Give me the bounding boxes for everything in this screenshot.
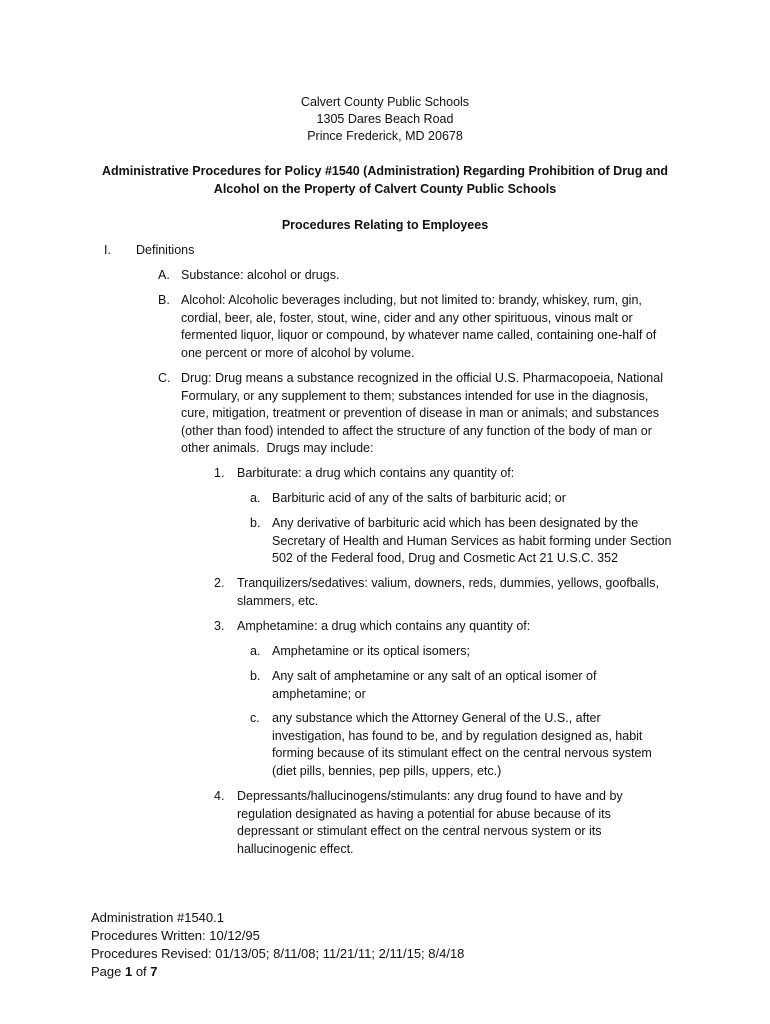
item-b-line: Alcohol: Alcoholic beverages including, but not limited to: brandy, whiskey, rum, gin, [181,293,642,307]
document-subtitle: Procedures Relating to Employees [281,218,489,232]
item-c-line: Drug: Drug means a substance recognized in the official U.S. Pharmacopoeia, National [181,371,663,385]
org-name: Calvert County Public Schools [300,95,470,109]
document-title-line2: Alcohol on the Property of Calvert County Public Schools [213,182,557,196]
drug-3-sub-c-line: (diet pills, bennies, pep pills, uppers, etc.) [272,764,502,778]
item-b-line: cordial, beer, ale, foster, stout, wine, cider and any other spirituous, vinous malt or [181,311,633,325]
org-city: Prince Frederick, MD 20678 [307,129,463,143]
page-prefix: Page [91,964,125,979]
drug-3-sub-c-line: forming because of its stimulant effect on the central nervous system [272,746,652,760]
drug-3-sub-b-line: amphetamine; or [272,687,366,701]
item-marker-b: B. [158,293,170,307]
drug-3-line: Amphetamine: a drug which contains any quantity of: [237,619,531,633]
item-c-line: cure, mitigation, treatment or prevention of disease in man or animals; and substances [181,406,660,420]
page-total: 7 [150,964,158,979]
item-marker-c: C. [158,371,171,385]
drug-1-sub-b-line: 502 of the Federal food, Drug and Cosmetic Act 21 U.S.C. 352 [272,551,619,565]
footer-revised: Procedures Revised: 01/13/05; 8/11/08; 11/21/11; 2/11/15; 8/4/18 [91,946,465,961]
item-c-line: other animals. Drugs may include: [181,441,374,455]
drug-4-line: depressant or stimulant effect on the central nervous system or its [237,824,602,838]
section-heading: Definitions [136,243,195,257]
drug-3-sub-c-line: any substance which the Attorney General of the U.S., after [272,711,601,725]
drug-3-sub-marker-c: c. [250,711,260,725]
drug-3-sub-a-line: Amphetamine or its optical isomers; [272,644,470,658]
page-current: 1 [124,964,133,979]
footer-admin: Administration #1540.1 [91,910,224,925]
drug-4-line: Depressants/hallucinogens/stimulants: any drug found to have and by [237,789,623,803]
drug-4-line: hallucinogenic effect. [237,842,354,856]
drug-2-line: Tranquilizers/sedatives: valium, downers, reds, dummies, yellows, goofballs, [237,576,659,590]
org-address: 1305 Dares Beach Road [316,112,454,126]
drug-4-line: regulation designated as having a potential for abuse because of its [237,807,611,821]
drug-marker-1: 1. [214,466,225,480]
item-c-line: Formulary, or any supplement to them; substances intended for use in the diagnosis, [181,389,649,403]
drug-1-sub-a-line: Barbituric acid of any of the salts of barbituric acid; or [272,491,566,505]
drug-1-sub-b-line: Secretary of Health and Human Services as habit forming under Section [272,534,672,548]
footer-written: Procedures Written: 10/12/95 [91,928,260,943]
document-title-line1: Administrative Procedures for Policy #1540 (Administration) Regarding Prohibition of Drug and [101,164,669,178]
drug-marker-4: 4. [214,789,225,803]
item-a-line: Substance: alcohol or drugs. [181,268,340,282]
drug-3-sub-b-line: Any salt of amphetamine or any salt of an optical isomer of [272,669,597,683]
drug-1-line: Barbiturate: a drug which contains any quantity of: [237,466,515,480]
drug-3-sub-c-line: investigation, has found to be, and by regulation designed as, habit [272,729,643,743]
drug-marker-3: 3. [214,619,225,633]
section-marker: I. [104,243,111,257]
item-c-line: (other than food) intended to affect the structure of any function of the body of man or [181,424,652,438]
item-b-line: fermented liquor, liquor or compound, by whatever name called, containing one-half of [181,328,657,342]
page-number [91,963,158,981]
drug-3-sub-marker-a: a. [250,644,261,658]
item-marker-a: A. [158,268,170,282]
drug-marker-2: 2. [214,576,225,590]
drug-1-sub-marker-a: a. [250,491,261,505]
drug-1-sub-marker-b: b. [250,516,261,530]
item-b-line: one percent or more of alcohol by volume. [181,346,415,360]
drug-3-sub-marker-b: b. [250,669,261,683]
page-of: of [132,964,151,979]
drug-2-line: slammers, etc. [237,594,319,608]
drug-1-sub-b-line: Any derivative of barbituric acid which has been designated by the [272,516,639,530]
